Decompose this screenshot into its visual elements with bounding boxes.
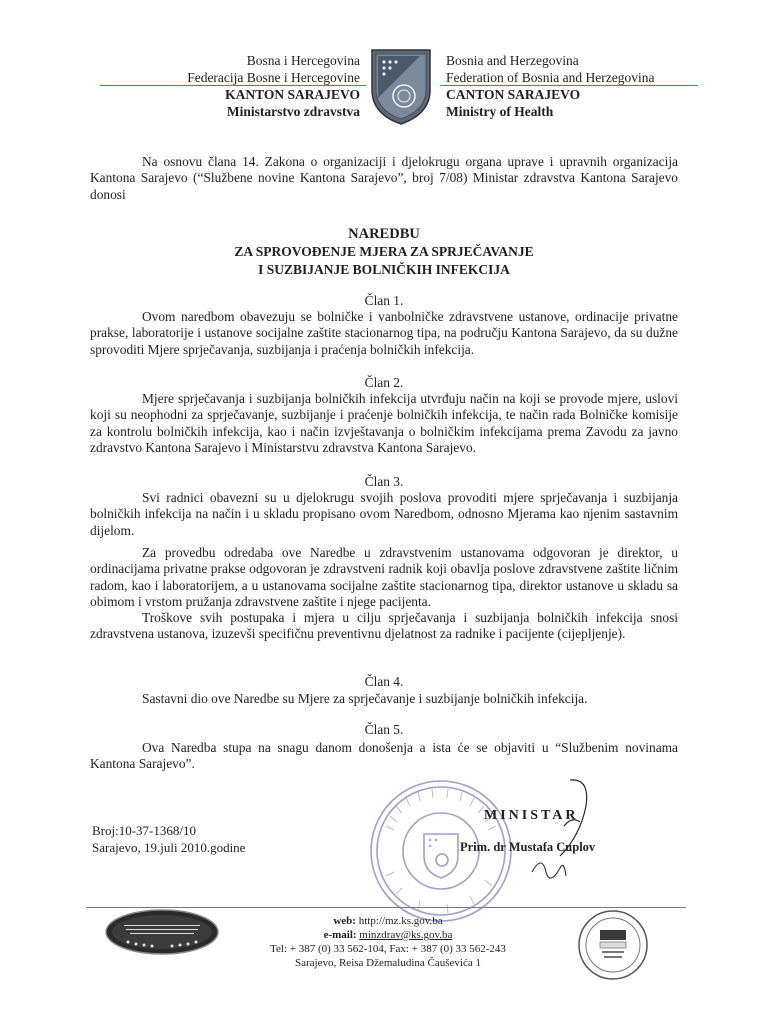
document-title: NAREDBU: [348, 226, 420, 242]
web-link[interactable]: http://mz.ks.gov.ba: [358, 915, 443, 927]
article-5-heading: Član 5.: [364, 722, 404, 737]
minister-title: MINISTAR: [484, 808, 579, 823]
footer-web-line: [238, 914, 538, 928]
tuv-cert-badge-icon: [566, 908, 660, 982]
header-left-line2: Federacija Bosne i Hercegovine: [187, 70, 360, 85]
email-link[interactable]: minzdrav@ks.gov.ba: [359, 929, 453, 941]
footer-contact: [238, 914, 538, 970]
article-5-text: Ova Naredba stupa na snagu danom donošenja a ista će se objaviti u “Službenim novinama Kantona Sarajevo”.: [90, 740, 678, 772]
document-subtitle-line1: ZA SPROVOĐENJE MJERA ZA SPRJEČAVANJE: [234, 244, 534, 259]
place-and-date: Sarajevo, 19.juli 2010.godine: [92, 840, 246, 855]
article-2-text: Mjere sprječavanja i suzbijanja bolničkih infekcija utvrđuju način na koji se provode mjere, uslovi koji su neophodni za sprječavanje, suzbijanje i praćenje bolničkih infekcija, te način rada Bolničke komisije za kontrolu bolničkih infekcija, kao i način izvještavanja o bolničkim infekcijama prema Zavodu za javno zdravstvo Kantona Sarajevo i Ministarstvu zdravstva Kantona Sarajevo.: [90, 391, 678, 456]
header-rule-left: [100, 85, 366, 86]
header-left-line3: KANTON SARAJEVO: [225, 87, 360, 102]
handwritten-signature-icon: [520, 776, 610, 896]
header-right-line1: Bosnia and Herzegovina: [446, 53, 579, 68]
header-right-line4: Ministry of Health: [446, 104, 554, 119]
header-right: [446, 52, 686, 120]
article-3-heading: Član 3.: [364, 474, 404, 489]
document-number: Broj:10-37-1368/10: [92, 823, 196, 838]
article-3-paragraph-1: Svi radnici obavezni su u djelokrugu svojih poslova provoditi mjere sprječavanja i suzbijanja bolničkih infekcija na način i u skladu propisano ovom Naredbom, odnosno Mjerama kao njenim sastavnim dijelom.: [90, 490, 678, 538]
header-left: [150, 52, 360, 120]
footer-address: Sarajevo, Reisa Džemaludina Čauševića 1: [294, 957, 482, 969]
minister-name: Prim. dr Mustafa Cuplov: [460, 840, 596, 854]
article-4-text: Sastavni dio ove Naredbe su Mjere za sprječavanje i suzbijanje bolničkih infekcija.: [142, 691, 588, 706]
email-label: e-mail:: [323, 929, 357, 941]
footer-phone: Tel: + 387 (0) 33 562-104, Fax: + 387 (0) 33 562-243: [270, 943, 506, 955]
article-4-heading: Član 4.: [364, 674, 404, 689]
footer-email-line: [238, 928, 538, 942]
article-3-paragraph-2: Za provedbu odredaba ove Naredbe u zdravstvenim ustanovama odgovoran je direktor, u ordinacijama privatne prakse odgovoran je zdravstveni radnik koji obavlja poslove zdravstvene zaštite ličnim radom, kao i laboratorijem, a u ustanovama socijalne zaštite stacionarnog tipa, direktor ustanove u skladu sa obimom i vrstom pružanja zdravstvene zaštite i njege pacijenta.: [90, 545, 678, 610]
header-left-line4: Ministarstvo zdravstva: [226, 104, 360, 119]
header-right-line3: CANTON SARAJEVO: [446, 87, 581, 102]
article-2-heading: Član 2.: [364, 375, 404, 390]
header-left-line1: Bosna i Hercegovina: [246, 53, 360, 68]
header-right-line2: Federation of Bosnia and Herzegovina: [446, 70, 655, 85]
article-1-heading: Član 1.: [364, 293, 404, 308]
header-rule-right: [440, 85, 698, 86]
intro-paragraph: Na osnovu člana 14. Zakona o organizaciji i djelokrugu organa uprave i upravnih organizacija Kantona Sarajevo (“Službene novine Kantona Sarajevo”, broj 7/08) Ministar zdravstva Kantona Sarajevo donosi: [90, 154, 678, 202]
article-1-text: Ovom naredbom obavezuju se bolničke i vanbolničke zdravstvene ustanove, ordinacije privatne prakse, laboratorije i ustanove socijalne zaštite stacionarnog tipa, na području Kantona Sarajevo, da su dužne sprovoditi Mjere sprječavanja, suzbijanja i praćenja bolničkih infekcija.: [90, 309, 678, 357]
canton-sarajevo-crest-icon: [368, 46, 434, 126]
web-label: web:: [333, 915, 356, 927]
article-3-paragraph-3: Troškove svih postupaka i mjera u cilju sprječavanja i suzbijanja bolničkih infekcija snosi zdravstvena ustanova, izuzevši specifičnu preventivnu djelatnost za radnike i pacijente (cijepljenje).: [90, 610, 678, 642]
canton-sarajevo-european-region-badge-icon: [104, 908, 220, 956]
document-subtitle-line2: I SUZBIJANJE BOLNIČKIH INFEKCIJA: [258, 262, 510, 277]
